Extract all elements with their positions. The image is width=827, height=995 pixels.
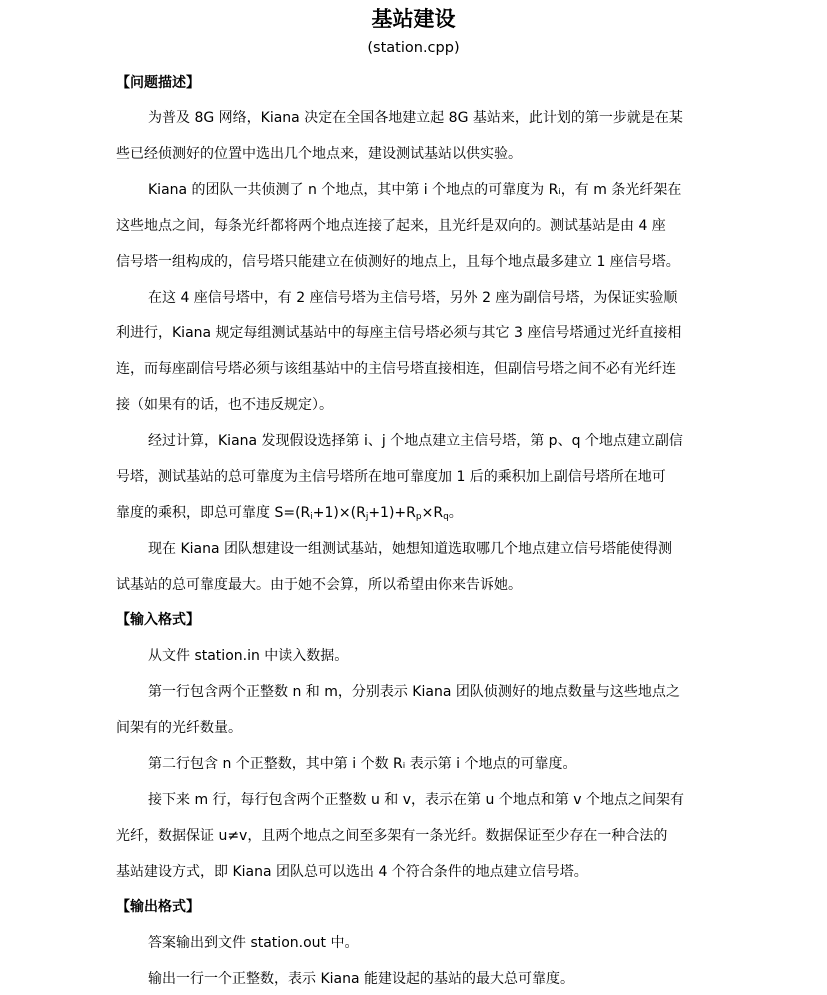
output-line: 输出一行一个正整数，表示 Kiana 能建设起的基站的最大总可靠度。 [148, 971, 575, 987]
document-title: 基站建设 [371, 7, 456, 31]
problem-line: 试基站的总可靠度最大。由于她不会算，所以希望由你来告诉她。 [116, 577, 522, 593]
input-line: 第一行包含两个正整数 n 和 m，分别表示 Kiana 团队侦测好的地点数量与这些地点之 [148, 684, 680, 700]
formula-subscript: p [415, 512, 422, 522]
problem-line: 利进行，Kiana 规定每组测试基站中的每座主信号塔必须与其它 3 座信号塔通过光纤直接相 [116, 325, 682, 341]
input-line: 第二行包含 n 个正整数，其中第 i 个数 Rᵢ 表示第 i 个地点的可靠度。 [148, 756, 577, 772]
problem-line: 接（如果有的话，也不违反规定）。 [116, 397, 333, 413]
input-line: 光纤，数据保证 u≠v，且两个地点之间至多架有一条光纤。数据保证至少存在一种合法的 [116, 828, 668, 844]
source-filename: (station.cpp) [367, 40, 460, 56]
problem-line: 号塔，测试基站的总可靠度为主信号塔所在地可靠度加 1 后的乘积加上副信号塔所在地可 [116, 469, 666, 485]
input-line: 接下来 m 行，每行包含两个正整数 u 和 v，表示在第 u 个地点和第 v 个地点之间架有 [148, 792, 685, 808]
problem-line: 经过计算，Kiana 发现假设选择第 i、j 个地点建立主信号塔，第 p、q 个地点建立副信 [148, 433, 683, 449]
problem-line: 些已经侦测好的位置中选出几个地点来，建设测试基站以供实验。 [116, 146, 522, 162]
problem-line: 在这 4 座信号塔中，有 2 座信号塔为主信号塔，另外 2 座为副信号塔，为保证实验顺 [148, 290, 678, 306]
formula-subscript: j [365, 512, 369, 522]
input-line: 基站建设方式，即 Kiana 团队总可以选出 4 个符合条件的地点建立信号塔。 [116, 864, 588, 880]
formula-text: +1)+R [368, 505, 416, 521]
problem-line: 为普及 8G 网络，Kiana 决定在全国各地建立起 8G 基站来，此计划的第一步就是在某 [148, 110, 683, 126]
problem-line: 连，而每座副信号塔必须与该组基站中的主信号塔直接相连，但副信号塔之间不必有光纤连 [116, 361, 676, 377]
problem-line: 信号塔一组构成的，信号塔只能建立在侦测好的地点上，且每个地点最多建立 1 座信号塔。 [116, 254, 680, 270]
formula-text: 靠度的乘积，即总可靠度 S=(R [116, 505, 311, 521]
formula-subscript: i [310, 512, 313, 522]
problem-line: 这些地点之间，每条光纤都将两个地点连接了起来，且光纤是双向的。测试基站是由 4 座 [116, 218, 666, 234]
problem-heading: 【问题描述】 [116, 75, 200, 91]
formula-text: +1)×(R [312, 505, 366, 521]
input-line: 从文件 station.in 中读入数据。 [148, 648, 349, 664]
reliability-formula-line [116, 501, 463, 525]
problem-line: 现在 Kiana 团队想建设一组测试基站，她想知道选取哪几个地点建立信号塔能使得测 [148, 541, 672, 557]
output-heading: 【输出格式】 [116, 899, 200, 915]
problem-line: Kiana 的团队一共侦测了 n 个地点，其中第 i 个地点的可靠度为 Rᵢ，有 m 条光纤架在 [148, 182, 682, 198]
input-line: 间架有的光纤数量。 [116, 720, 242, 736]
formula-subscript: q [443, 512, 449, 522]
formula-text: 。 [448, 505, 463, 521]
input-heading: 【输入格式】 [116, 612, 200, 628]
output-line: 答案输出到文件 station.out 中。 [148, 935, 359, 951]
formula-text: ×R [421, 505, 444, 521]
